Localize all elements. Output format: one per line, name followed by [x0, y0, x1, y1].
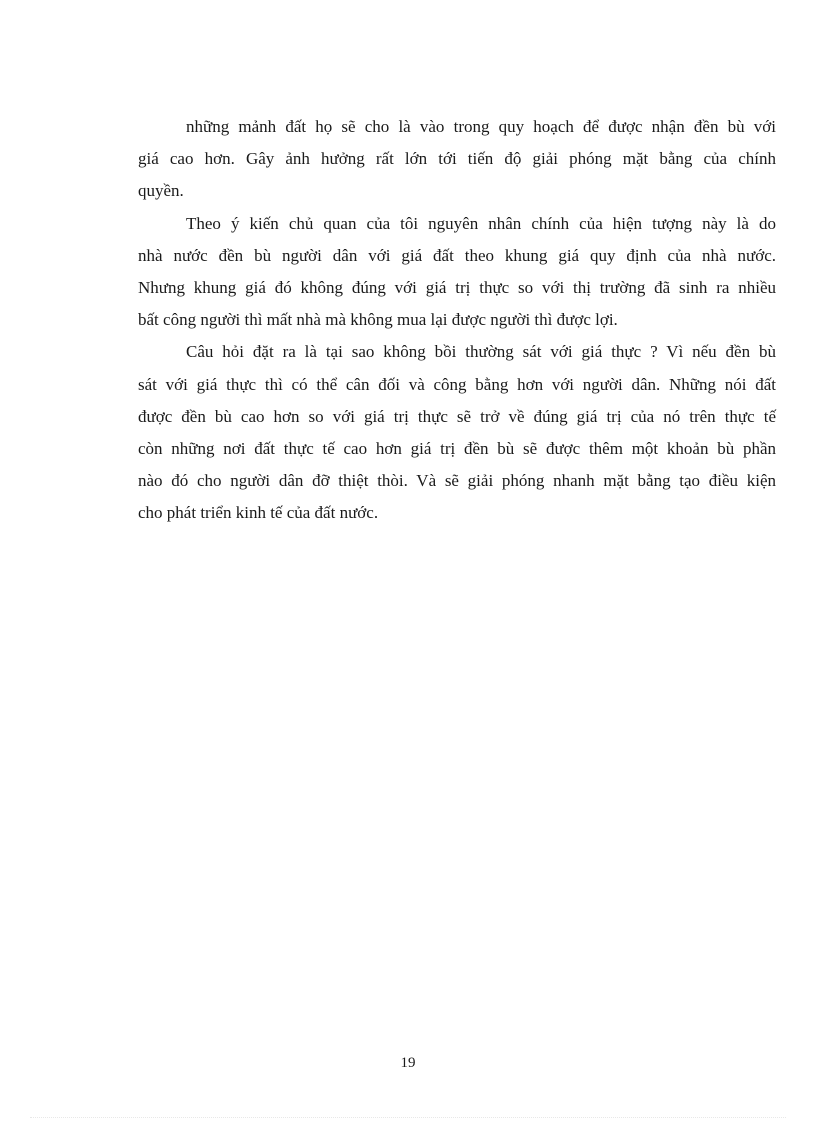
page-bottom-divider: [30, 1117, 786, 1118]
text-line: giá cao hơn. Gây ảnh hưởng rất lớn tới tiến độ giải phóng mặt bằng của chính: [138, 149, 776, 169]
text-line: quyền.: [138, 181, 184, 201]
text-line: còn những nơi đất thực tế cao hơn giá trị đền bù sẽ được thêm một khoản bù phần: [138, 438, 776, 458]
text-line: sát với giá thực thì có thể cân đối và công bằng hơn với người dân. Những nói đất: [138, 374, 776, 394]
text-line: nhà nước đền bù người dân với giá đất theo khung giá quy định của nhà nước.: [138, 245, 776, 265]
page-number: 19: [400, 1055, 416, 1071]
text-line: nào đó cho người dân đỡ thiệt thòi. Và sẽ giải phóng nhanh mặt bằng tạo điều kiện: [138, 471, 776, 491]
paragraph-3: [138, 336, 776, 529]
paragraph-1: [138, 111, 776, 208]
text-line: Theo ý kiến chủ quan của tôi nguyên nhân chính của hiện tượng này là do: [186, 213, 776, 233]
paragraph-2: [138, 208, 776, 337]
text-line: Câu hỏi đặt ra là tại sao không bồi thường sát với giá thực ? Vì nếu đền bù: [186, 342, 776, 362]
text-line: được đền bù cao hơn so với giá trị thực sẽ trở về đúng giá trị của nó trên thực tế: [138, 406, 776, 426]
text-line: bất công người thì mất nhà mà không mua lại được người thì được lợi.: [138, 310, 618, 330]
body-text: [138, 111, 776, 529]
text-line: cho phát triển kinh tế của đất nước.: [138, 503, 379, 523]
text-line: Nhưng khung giá đó không đúng với giá trị thực so với thị trường đã sinh ra nhiều: [138, 277, 776, 297]
text-line: những mảnh đất họ sẽ cho là vào trong quy hoạch để được nhận đền bù với: [186, 117, 776, 136]
